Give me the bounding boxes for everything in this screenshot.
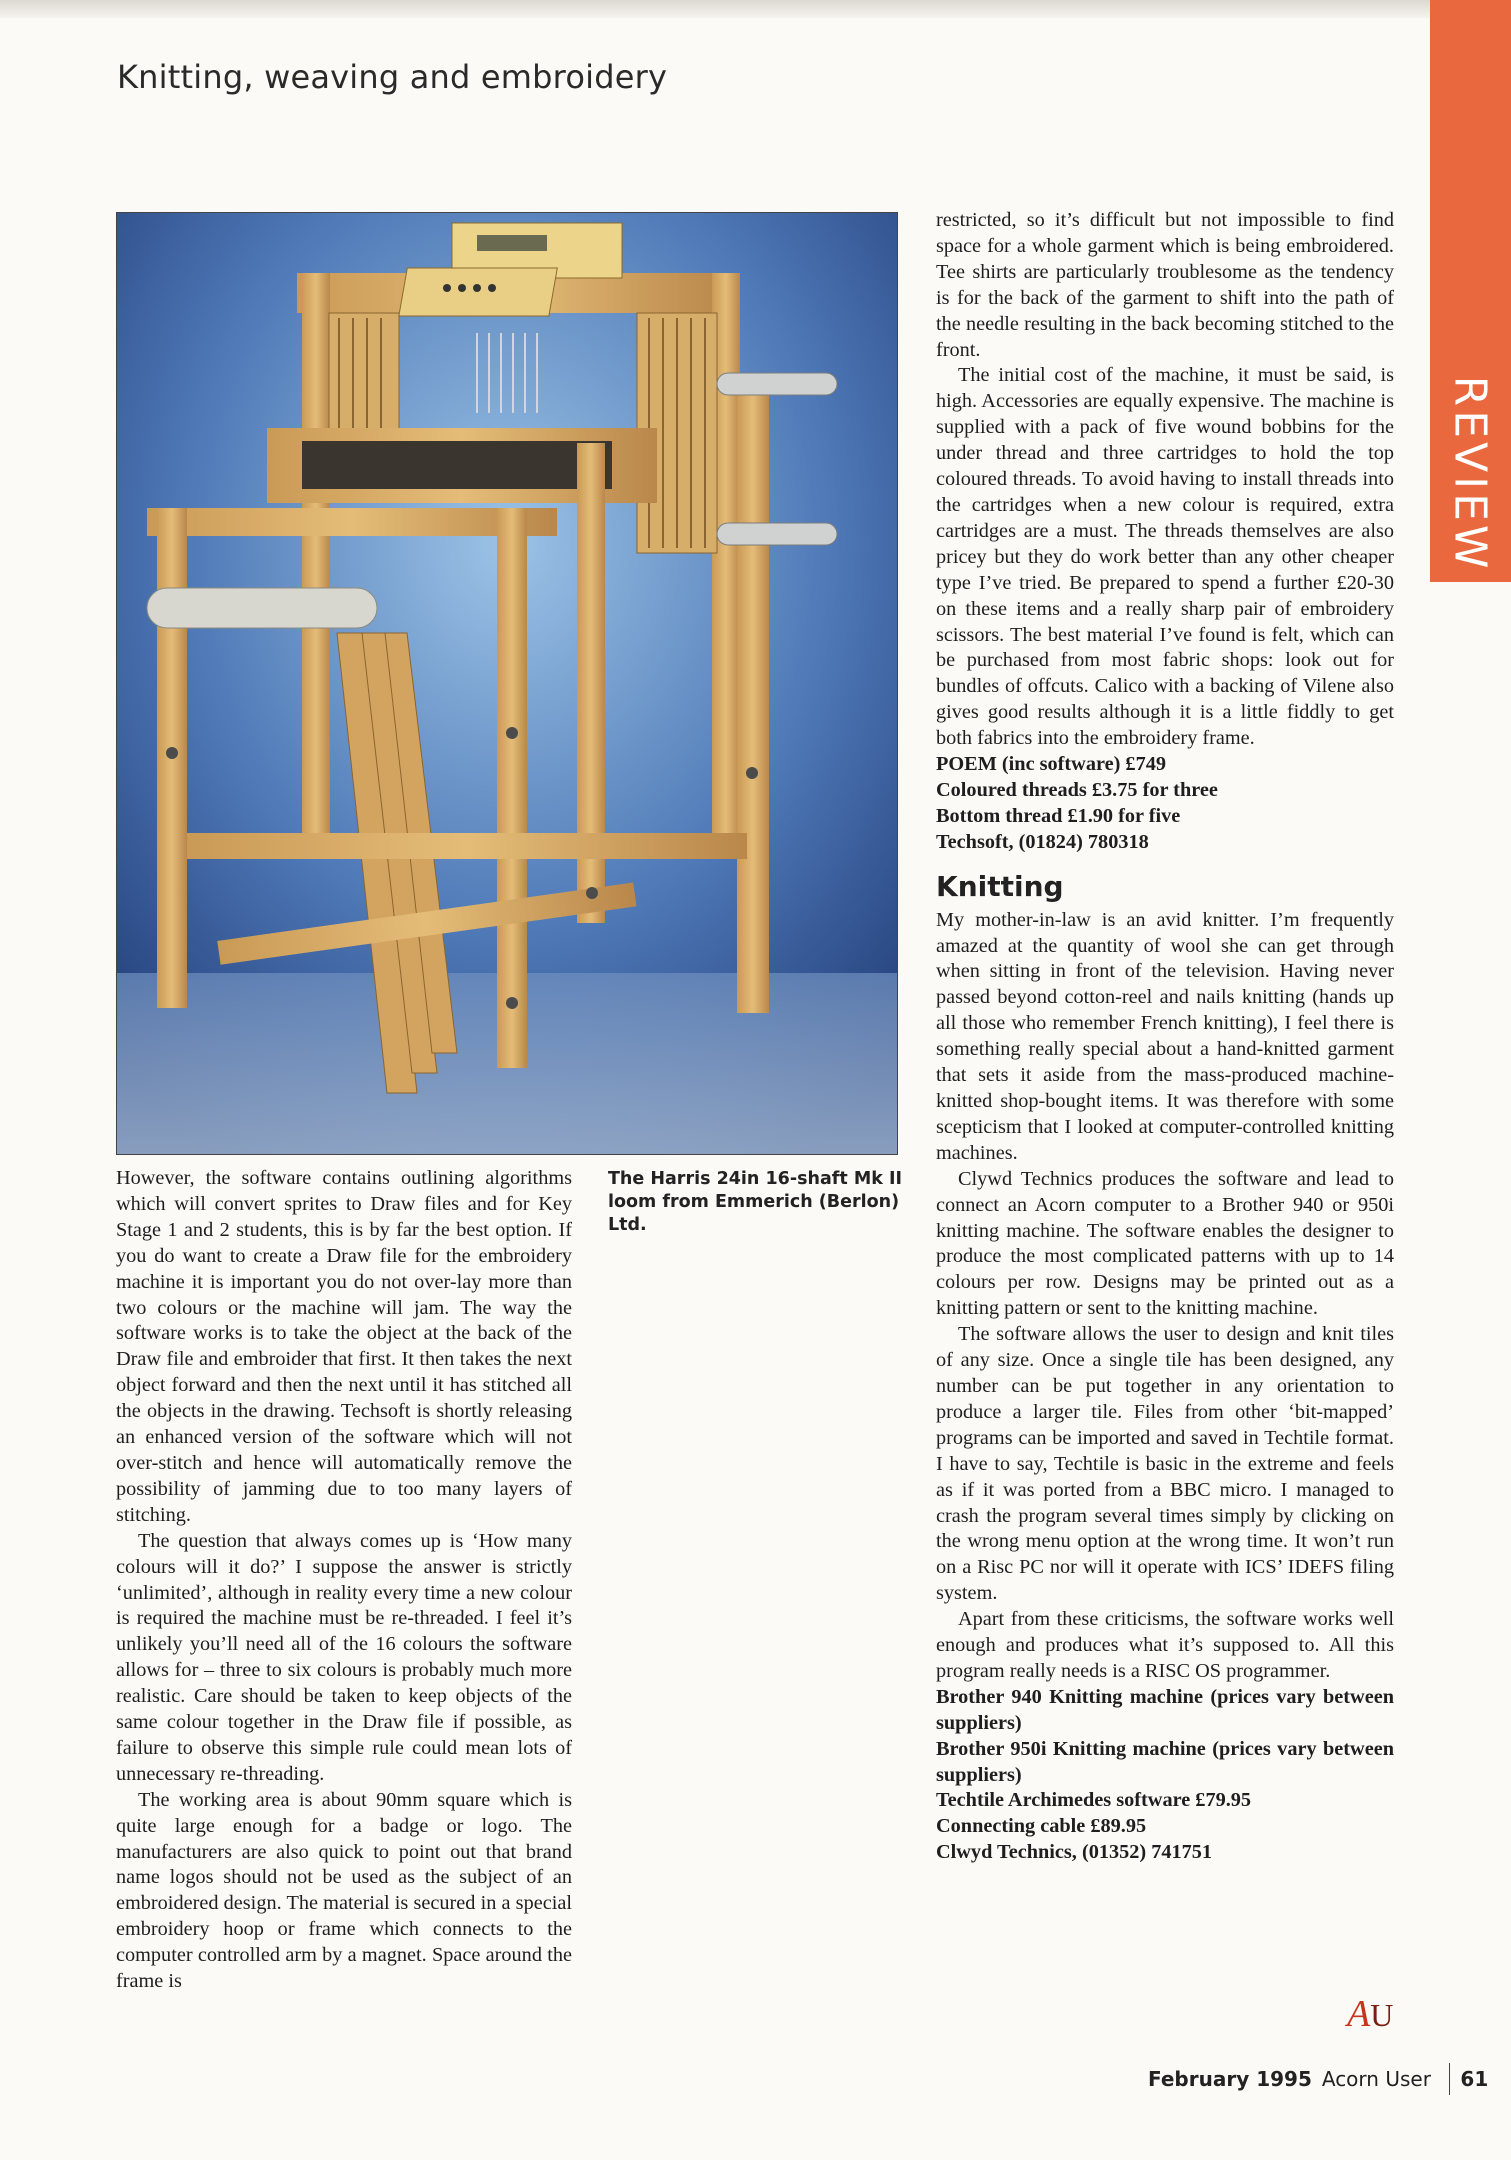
- paragraph: Clywd Technics produces the software and lead to connect an Acorn computer to a Brother 940 or 950i knitting machine. The software enables the designer to produce the most complicated patterns with up to 14 colours per row. Designs may be printed out as a knitting pattern or sent to the knitting machine.: [936, 1167, 1394, 1320]
- price-line: Clwyd Technics, (01352) 741751: [936, 1841, 1213, 1864]
- column-right: [936, 208, 1394, 1866]
- top-edge-band: [0, 0, 1511, 18]
- column-left: [116, 1166, 572, 1995]
- price-line: Brother 950i Knitting machine (prices vary between suppliers): [936, 1737, 1394, 1786]
- price-line: POEM (inc software) £749: [936, 753, 1166, 776]
- loom-photo: [116, 212, 898, 1155]
- price-line: Techsoft, (01824) 780318: [936, 830, 1149, 853]
- review-tab-label: REVIEW: [1444, 375, 1496, 573]
- price-line: Connecting cable £89.95: [936, 1815, 1147, 1838]
- knitting-subhead: Knitting: [936, 869, 1064, 903]
- paragraph: Apart from these criticisms, the software works well enough and produces what it’s supposed to. All this program really needs is a RISC OS programmer.: [936, 1608, 1394, 1682]
- footer-divider: [1449, 2063, 1451, 2095]
- paragraph: restricted, so it’s difficult but not impossible to find space for a whole garment which is being embroidered. Tee shirts are particularly troublesome as the tendency is for the back of the garment to shift into the path of the needle resulting in the back becoming stitched to the front.: [936, 209, 1394, 361]
- paragraph: The software allows the user to design and knit tiles of any size. Once a single tile has been designed, any number can be put together in any orientation to produce a larger tile. Files from other ‘bit-mapped’ programs can be imported and saved in Techtile format. I have to say, Techtile is basic in the extreme and feels as if it was ported from a BBC micro. I managed to crash the program several times simply by clicking on the wrong menu option at the wrong time. It won’t run on a Risc PC nor will it operate with ICS’ IDEFS filing system.: [936, 1323, 1394, 1605]
- paragraph: The working area is about 90mm square which is quite large enough for a badge or logo. The manufacturers are also quick to point out that brand name logos should not be used as the subject of an embroidered design. The material is secured in a special embroidery hoop or frame which connects to the computer controlled arm by a magnet. Space around the frame is: [116, 1788, 572, 1993]
- price-line: Brother 940 Knitting machine (prices vary between suppliers): [936, 1685, 1394, 1734]
- paragraph: However, the software contains outlining algorithms which will convert sprites to Draw files and for Key Stage 1 and 2 students, this is by far the best option. If you do want to create a Draw file for the embroidery machine it is important you do not over-lay more than two colours or the machine will jam. The way the software works is to take the object at the back of the Draw file and embroider that first. It then takes the next object forward and then the next until it has stitched all the objects in the drawing. Techsoft is shortly releasing an enhanced version of the software which will not over-stitch and hence will automatically remove the possibility of jamming due to too many layers of stitching.: [116, 1167, 572, 1526]
- paragraph: My mother-in-law is an avid knitter. I’m frequently amazed at the quantity of wool she can get through when sitting in front of the television. Having never passed beyond cotton-reel and nails knitting (hands up all those who remember French knitting), I feel there is something really special about a hand-knitted garment that sets it aside from the mass-produced machine-knitted shop-bought items. It was therefore with some scepticism that I looked at computer-controlled knitting machines.: [936, 908, 1394, 1164]
- figure-caption: The Harris 24in 16-shaft Mk II loom from Emmerich (Berlon) Ltd.: [608, 1169, 903, 1235]
- review-tab: [1430, 0, 1511, 582]
- price-line: Bottom thread £1.90 for five: [936, 804, 1181, 827]
- price-line: Coloured threads £3.75 for three: [936, 778, 1218, 801]
- page-number: 61: [1460, 2067, 1489, 2091]
- page-footer: [1148, 2063, 1488, 2095]
- footer-date: February 1995: [1148, 2067, 1312, 2091]
- paragraph: The initial cost of the machine, it must be said, is high. Accessories are equally expensive. The machine is supplied with a pack of five wound bobbins for the under thread and three cartridges to hold the top coloured threads. To avoid having to install threads into the cartridges when a new colour is required, extra cartridges are a must. The threads themselves are also pricey but they do work better than any other cheaper type I’ve tried. Be prepared to spend a further £20-30 on these items and a really sharp pair of embroidery scissors. The best material I’ve found is felt, which can be purchased from most fabric shops: look out for bundles of offcuts. Calico with a backing of Vilene also gives good results although it is a little fiddly to get both fabrics into the embroidery frame.: [936, 364, 1394, 750]
- section-title: Knitting, weaving and embroidery: [117, 58, 668, 96]
- footer-magazine: Acorn User: [1321, 2067, 1431, 2091]
- acorn-user-logo: AU: [1347, 1993, 1394, 2035]
- paragraph: The question that always comes up is ‘How many colours will it do?’ I suppose the answer is strictly ‘unlimited’, although in reality every time a new colour is required the machine must be re-threaded. I feel it’s unlikely you’ll need all of the 16 colours the software allows for – three to six colours is probably much more realistic. Care should be taken to keep objects of the same colour together in the Draw file if possible, as failure to observe this simple rule could mean lots of unnecessary re-threading.: [116, 1529, 572, 1785]
- price-line: Techtile Archimedes software £79.95: [936, 1789, 1252, 1812]
